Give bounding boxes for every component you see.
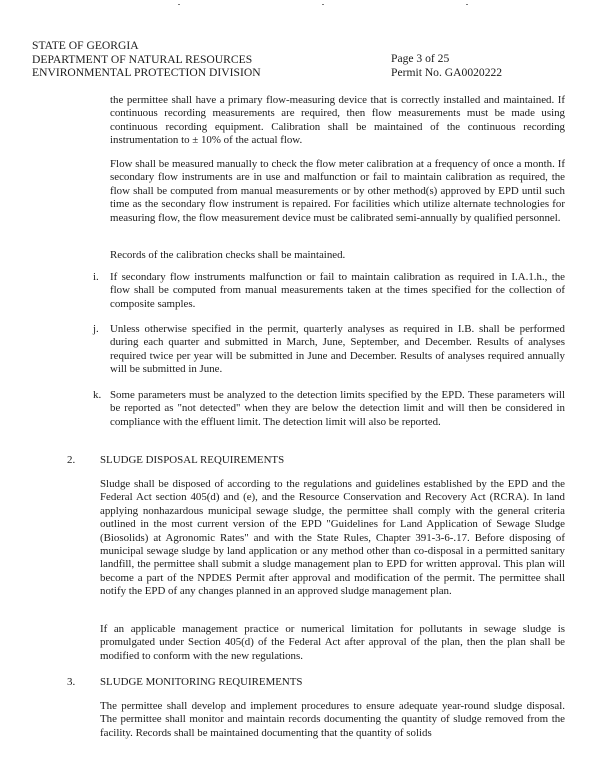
page-info-block: [391, 52, 502, 79]
agency-line-division: ENVIRONMENTAL PROTECTION DIVISION: [32, 66, 261, 80]
agency-line-department: DEPARTMENT OF NATURAL RESOURCES: [32, 52, 253, 66]
scan-speck: [322, 4, 324, 5]
section-title-sludge-disposal: SLUDGE DISPOSAL REQUIREMENTS: [100, 454, 285, 466]
scan-speck: [466, 4, 468, 5]
permit-number: Permit No. GA0020222: [391, 65, 503, 79]
scan-speck: [178, 4, 180, 5]
calibration-records-paragraph: Records of the calibration checks shall be maintained.: [110, 249, 346, 261]
sludge-monitoring-paragraph: The permittee shall develop and implement procedures to ensure adequate year-round sludge disposal. The permittee shall monitor and maintain records documenting the quantity of sludge removed from the facility. Records shall be maintained documenting that the quantity of solids: [100, 700, 565, 739]
flow-device-paragraph: the permittee shall have a primary flow-measuring device that is correctly installed and maintained. If continuous recording measurements are required, then flow measurements must be made using continuous recording equipment. Calibration shall be maintained of the continuous recording instrumentation to ± 10% of the actual flow.: [110, 94, 565, 147]
section-number-2: 2.: [67, 454, 76, 466]
sludge-regulation-paragraph: If an applicable management practice or numerical limitation for pollutants in sewage sludge is promulgated under Section 405(d) of the Federal Act after approval of the plan, then the plan shall be modified to conform with the new regulations.: [100, 623, 565, 662]
agency-block: [32, 39, 261, 80]
flow-calibration-paragraph: Flow shall be measured manually to check the flow meter calibration at a frequency of once a month. If secondary flow instruments are in use and malfunction or fail to maintain calibration as required, the flow shall be computed from manual measurements or by other method(s) approved by EPD until such time as the secondary flow instrument is repaired. For facilities which utilize alternate technologies for measuring flow, the flow measurement device must be calibrated semi-annually by qualified personnel.: [110, 158, 565, 224]
sludge-disposal-paragraph: Sludge shall be disposed of according to the regulations and guidelines established by the EPD and the Federal Act section 405(d) and (e), and the Resource Conservation and Recovery Act (RCRA). In land applying nonhazardous municipal sewage sludge, the permittee shall comply with the general criteria outlined in the most current version of the EPD "Guidelines for Land Application of Sewage Sludge (Biosolids) at Agronomic Rates" and with the State Rules, Chapter 391-3-6-.17. Before disposing of municipal sewage sludge by land application or any method other than co-disposal in a permitted sanitary landfill, the permittee shall submit a sludge management plan to EPD for written approval. This plan will become a part of the NPDES Permit after approval and modification of the permit. The permittee shall notify the EPD of any changes planned in an approved sludge management plan.: [100, 478, 565, 598]
item-text-i: If secondary flow instruments malfunction or fail to maintain calibration as required in I.A.1.h., the flow shall be computed from manual measurements taken at the times specified for the collection of composite samples.: [110, 271, 565, 310]
item-marker-j: j.: [93, 323, 99, 335]
page-number: Page 3 of 25: [391, 52, 450, 65]
section-number-3: 3.: [67, 676, 76, 688]
item-marker-k: k.: [93, 389, 102, 401]
item-text-k: Some parameters must be analyzed to the detection limits specified by the EPD. These parameters will be reported as "not detected" when they are below the detection limit and will then be considered in compliance with the effluent limit. The detection limit will also be reported.: [110, 389, 565, 428]
section-title-sludge-monitoring: SLUDGE MONITORING REQUIREMENTS: [100, 676, 303, 688]
agency-line-state: STATE OF GEORGIA: [32, 39, 139, 52]
item-text-j: Unless otherwise specified in the permit, quarterly analyses as required in I.B. shall be performed during each quarter and submitted in March, June, September, and December. Results of analyses required twice per year will be submitted in June and December. Results of analyses required annually will be submitted in June.: [110, 323, 565, 376]
item-marker-i: i.: [93, 271, 99, 283]
